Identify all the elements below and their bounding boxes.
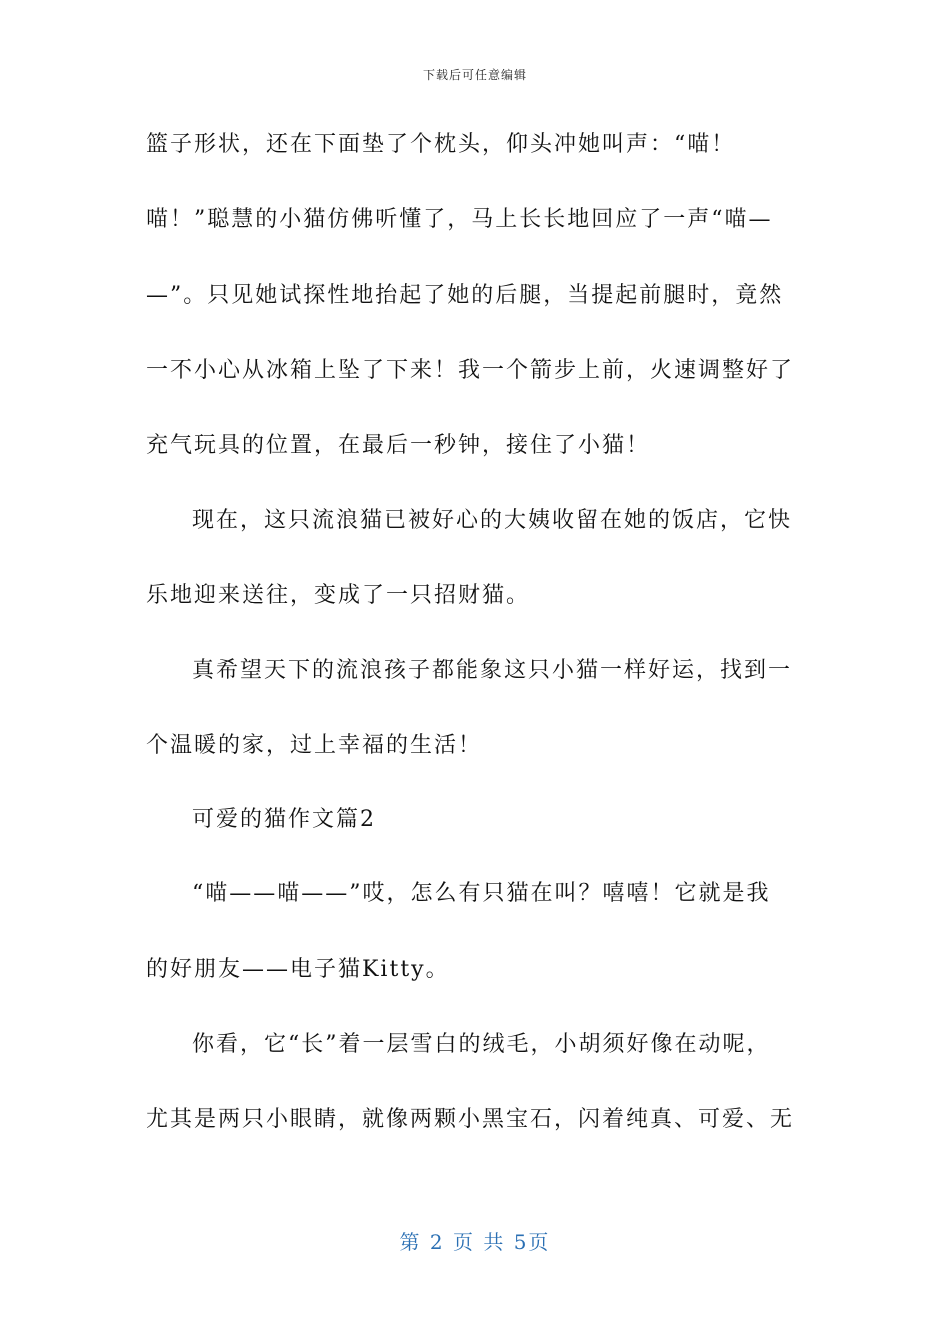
text-line: 喵！”聪慧的小猫仿佛听懂了，马上长长地回应了一声“喵— <box>146 207 773 232</box>
page-header-note: 下载后可任意编辑 <box>422 68 527 82</box>
text-line: 篮子形状，还在下面垫了个枕头，仰头冲她叫声：“喵！ <box>146 132 736 157</box>
text-line: 的好朋友——电子猫Kitty。 <box>146 957 450 982</box>
text-line: 现在，这只流浪猫已被好心的大姨收留在她的饭店，它快 <box>192 508 793 533</box>
text-line: 尤其是两只小眼睛，就像两颗小黑宝石，闪着纯真、可爱、无 <box>146 1107 795 1132</box>
text-line: 你看，它“长”着一层雪白的绒毛，小胡须好像在动呢， <box>192 1032 771 1057</box>
text-line: 充气玩具的位置，在最后一秒钟，接住了小猫！ <box>146 433 651 458</box>
page-number-footer: 第 2 页 共 5页 <box>399 1230 551 1254</box>
text-line: 个温暖的家，过上幸福的生活！ <box>146 733 483 758</box>
text-line: —”。只见她试探性地抬起了她的后腿，当提起前腿时，竟然 <box>146 283 784 308</box>
section-heading: 可爱的猫作文篇2 <box>192 807 376 832</box>
text-line: “喵——喵——”哎，怎么有只猫在叫？嘻嘻！它就是我 <box>192 881 771 906</box>
text-line: 一不小心从冰箱上坠了下来！我一个箭步上前，火速调整好了 <box>146 358 795 383</box>
text-line: 真希望天下的流浪孩子都能象这只小猫一样好运，找到一 <box>192 658 793 683</box>
text-line: 乐地迎来送往，变成了一只招财猫。 <box>146 583 531 608</box>
